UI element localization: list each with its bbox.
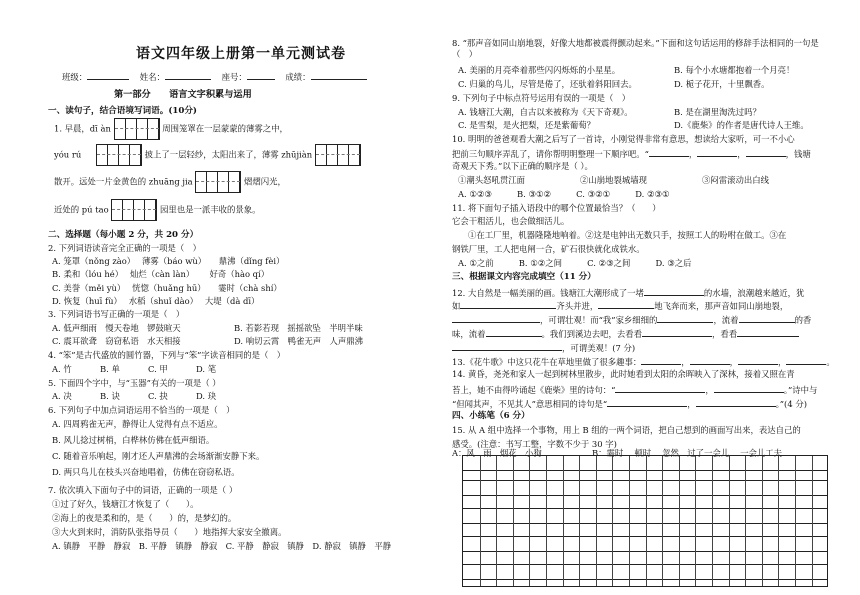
q11-insert-sentence: 它会干粗活儿，也会做细活儿。 [452, 216, 570, 226]
grid-column-line [546, 456, 547, 586]
q12-blank-3[interactable] [598, 299, 654, 309]
grid-column-line [579, 456, 580, 586]
q7-options[interactable]: A. 镇静 平静 静寂 B. 平静 镇静 静寂 C. 平静 静寂 镇静 D. 静寂 镇静 平静 [52, 541, 392, 551]
grid-column-line [795, 456, 796, 586]
score-label: 成绩： [285, 72, 311, 82]
q10-phrase-3: ③闷雷滚动出白线 [702, 175, 769, 185]
q1-text-1: 周围笼罩在一层蒙蒙的薄雾之中， [162, 123, 288, 134]
q12-line-4: 味，流着 。我们到溪边去吧，去看看 ，看看 [452, 327, 799, 340]
q3-option-a[interactable]: A. 低声细雨 慢天卷地 锣鼓暄天 [52, 323, 181, 333]
grid-column-line [480, 456, 481, 586]
q1-text-3: 散开。远处一片金黄色的 zhuāng jia [54, 176, 193, 187]
q6-option-a[interactable]: A. 四周鸦雀无声，静得让人觉得有点不适应。 [52, 419, 223, 429]
q6-option-b[interactable]: B. 风儿捻过树梢，白桦林仿佛在低声细语。 [52, 435, 215, 445]
q12-blank-7[interactable] [486, 327, 542, 337]
q13-blank-4[interactable] [786, 355, 826, 365]
score-blank[interactable] [311, 70, 367, 80]
q6-option-d[interactable]: D. 两只鸟儿在枝头兴奋地唱着，仿佛在窃窃私语。 [52, 467, 240, 477]
q8-option-a[interactable]: A. 美丽的月亮牵着那些闪闪烁烁的小星星。 [458, 65, 621, 75]
q7-item-3: ③大火到来时，消防队张指导员（ ）地指挥大家安全撤离。 [52, 527, 287, 537]
q9-option-d[interactable]: D.《鹿柴》的作者是唐代诗人王维。 [674, 120, 809, 130]
grid-column-line [513, 456, 514, 586]
grid-column-line [778, 456, 779, 586]
q8-option-c[interactable]: C. 归巢的鸟儿，尽管是倦了，还驮着斜阳回去。 [458, 79, 637, 89]
q5-option-a[interactable]: A. 决 [52, 391, 72, 401]
q11-stem: 11. 将下面句子插入语段中的哪个位置最恰当？（ ） [452, 203, 661, 213]
grid-column-line [646, 456, 647, 586]
student-info-row [62, 70, 375, 83]
q12-line-1: 12. 大自然是一幅美丽的画。钱塘江大潮形成了一堵 的水墙，浪潮越来越近，犹 [452, 288, 805, 298]
char-grid-5[interactable] [111, 199, 157, 221]
q10-phrase-1: ①潮头怒吼贯江面 [458, 175, 525, 185]
q8-stem: 8. “那声音如同山崩地裂，好像大地都被震得颤动起来。”下面和这句话运用的修辞手法相同的一句是（ ） [452, 38, 819, 59]
q15-line-2: 感受。(注意：书写工整，字数不少于 30 字) [452, 439, 617, 449]
section-2-heading: 二、选择题（每小题 2 分，共 20 分） [48, 230, 199, 240]
q2-option-b[interactable]: B. 柔和（lóu hé） 灿烂（càn làn） 好奇（hào qí） [52, 269, 270, 279]
q3-option-b[interactable]: B. 若影若现 摇摇欲坠 半明半味 [234, 323, 363, 333]
char-grid-1[interactable] [114, 118, 160, 140]
q12-line-3: ，可谓壮观！而“我”家乡细细的 ，流着 的香 [452, 313, 811, 326]
class-label: 班级： [62, 72, 88, 82]
q10-line-2: 把前三句顺序弄乱了，请你帮明明整理一下顺序吧。“ ， ， ，钱塘 [452, 149, 811, 159]
section-4-heading: 四、小练笔（6 分） [452, 411, 530, 421]
q8-option-d[interactable]: D. 栀子花开，十里飘香。 [674, 79, 770, 89]
q14-blank-3[interactable] [607, 397, 687, 407]
q11-para-2: 钢铁厂里，工人把电闸一合，矿石很快就化成铁水。 [452, 244, 645, 254]
q10-line-1: 10. 明明的爸爸观看大潮之后写了一首诗，小刚觉得非常有意思，想读给大家听，可一不小心 [452, 134, 795, 144]
q4-stem: 4. “笨”是古代盛放的圆竹器，下列与“笨”字读音相同的是（ ） [48, 350, 286, 360]
q11-para-1: ①在工厂里，机器隆隆地响着。②这是电钟出无数只手，按照工人的吩咐在做工。③在 [468, 230, 787, 240]
q10-blank-2[interactable] [697, 147, 737, 157]
class-blank[interactable] [87, 70, 129, 80]
q12-line-2: 如 齐头并进， 地飞奔而来，那声音如同山崩地裂， [452, 301, 789, 311]
section-3-heading: 三、根据课文内容完成填空（11 分） [452, 272, 596, 282]
q15-group-b: B：霎时 顿时 忽然 过了一会儿 一会儿工夫 [592, 448, 783, 458]
q12-blank-4[interactable] [452, 313, 540, 323]
q4-option-d[interactable]: D. 笔 [196, 364, 217, 374]
q13-line: 13.《花牛歌》中这只花牛在草地里做了很多趣事： ， ， ， 。 [452, 357, 835, 367]
grid-column-line [695, 456, 696, 586]
q1-row-3 [54, 171, 286, 193]
grid-column-line [679, 456, 680, 586]
q14-line-2: 苔上，她不由得吟诵起《鹿柴》里的诗句：“ ， 。”诗中与 [452, 385, 818, 395]
q1-text-2: 披上了一层轻纱，太阳出来了，薄雾 zhūjiàn [144, 149, 313, 160]
q7-stem: 7. 依次填入下面句子中的词语，正确的一项是（ ） [48, 485, 238, 495]
char-grid-2[interactable] [96, 144, 142, 166]
q12-line-5: ，可谓美观！(7 分) [452, 341, 635, 354]
grid-column-line [712, 456, 713, 586]
char-grid-3[interactable] [315, 144, 361, 166]
q9-option-a[interactable]: A. 钱塘江大潮，自古以来被称为《天下奇观》。 [458, 107, 633, 117]
grid-column-line [563, 456, 564, 586]
grid-column-line [762, 456, 763, 586]
grid-column-line [729, 456, 730, 586]
q9-option-b[interactable]: B. 是在湖里淘洗过吗？ [674, 107, 761, 117]
q14-line-3: “但闻其声，不见其人”意思相同的诗句是“ ， 。”(4 分) [452, 399, 807, 409]
q5-stem: 5. 下面四个字中，与“玉器”有关的一项是（ ） [48, 378, 221, 388]
char-grid-4[interactable] [195, 171, 241, 193]
q3-stem: 3. 下列词语书写正确的一项是（ ） [48, 309, 185, 319]
q10-blank-3[interactable] [746, 147, 786, 157]
grid-column-line [529, 456, 530, 586]
q6-stem: 6. 下列句子中加点词语运用不恰当的一项是（ ） [48, 405, 235, 415]
q1-text-5: 园里也是一派丰收的景象。 [159, 204, 261, 215]
q11-options[interactable]: A. ①之前 B. ①②之间 C. ②③之间 D. ③之后 [458, 258, 692, 268]
q12-blank-6[interactable] [739, 313, 795, 323]
q14-blank-1[interactable] [615, 383, 705, 393]
grid-column-line [496, 456, 497, 586]
q12-blank-9[interactable] [737, 327, 799, 337]
grid-column-line [629, 456, 630, 586]
section-1-heading: 一、读句子，结合语境写词语。(10分) [48, 106, 197, 116]
seat-label: 座号： [221, 72, 247, 82]
grid-column-line [745, 456, 746, 586]
q1-row-4 [54, 199, 260, 221]
q9-option-c[interactable]: C. 是雪梨，是火把梨，还是紫葡萄？ [458, 120, 596, 130]
pinyin-you-ru: yóu rú [54, 149, 82, 160]
q9-stem: 9. 下列句子中标点符号运用有误的一项是（ ） [452, 93, 631, 103]
q5-option-d[interactable]: D. 玦 [196, 391, 217, 401]
q13-blank-2[interactable] [690, 355, 730, 365]
q14-line-1: 14. 黄昏，尧尧和家人一起到树林里散步，此时她看到太阳的余晖映入了深林，接着又照在青 [452, 369, 795, 379]
page-title: 语文四年级上册第一单元测试卷 [136, 46, 346, 62]
grid-column-line [812, 456, 813, 586]
q4-option-a[interactable]: A. 竹 [52, 364, 72, 374]
q12-blank-8[interactable] [642, 327, 712, 337]
q12-blank-1[interactable] [644, 286, 704, 296]
grid-column-line [596, 456, 597, 586]
q7-item-2: ②海上的夜是柔和的，是（ ）的，是梦幻的。 [52, 513, 237, 523]
q2-option-d[interactable]: D. 恢复（huī fù） 水稻（shuǐ dào） 大堤（dà dī） [52, 296, 260, 306]
q6-option-c[interactable]: C. 随着音乐响起，刚才还人声鼎沸的会场渐渐安静下来。 [52, 451, 265, 461]
q1-text-4: 熠熠闪光， [244, 176, 286, 187]
q2-option-c[interactable]: C. 美誉（měi yù） 恍惚（huǎng hū） 霎时（chà shí） [52, 283, 282, 293]
q2-stem: 2. 下列词语读音完全正确的一项是（ ） [48, 243, 202, 253]
q1-row-2 [54, 144, 361, 166]
name-label: 姓名： [139, 72, 165, 82]
q10-line-3: 奇观天下秀。”以下正确的顺序是（ ）。 [452, 161, 593, 171]
q14-blank-2[interactable] [714, 383, 784, 393]
q1-row-1 [54, 118, 288, 140]
q12-blank-10[interactable] [452, 341, 562, 351]
q10-options[interactable]: A. ①②③ B. ③①② C. ③②① D. ②③① [458, 189, 670, 199]
name-blank[interactable] [165, 70, 211, 80]
part-one-heading: 第一部分 语言文字积累与运用 [114, 89, 252, 100]
q5-option-b[interactable]: B. 诀 [100, 391, 120, 401]
q13-blank-3[interactable] [738, 355, 778, 365]
q2-option-a[interactable]: A. 笼罩（nǒng zào） 薄雾（báo wù） 鼎沸（dǐng fèi） [52, 256, 285, 266]
q7-item-1: ①过了好久，钱塘江才恢复了（ ）。 [52, 499, 199, 509]
q12-blank-5[interactable] [657, 313, 713, 323]
q4-option-c[interactable]: C. 甲 [148, 364, 168, 374]
pinyin-di-an: 1. 早晨，dī àn [54, 123, 111, 134]
q14-blank-4[interactable] [696, 397, 776, 407]
grid-column-line [612, 456, 613, 586]
q3-option-d[interactable]: D. 响切云霄 鸭雀无声 人声鼎沸 [234, 336, 363, 346]
q10-blank-1[interactable] [649, 147, 689, 157]
q15-line-1: 15. 从 A 组中选择一个事物，用上 B 组的一两个词语，把自己想到的画面写出来，表达自己的 [452, 425, 801, 435]
writing-grid[interactable] [462, 455, 828, 587]
q4-option-b[interactable]: B. 单 [100, 364, 120, 374]
q5-option-c[interactable]: C. 抉 [148, 391, 168, 401]
q10-phrase-2: ②山崩地裂城墙现 [580, 175, 647, 185]
pinyin-pu-tao: 近处的 pú tao [54, 204, 109, 215]
seat-blank[interactable] [247, 70, 275, 80]
q12-blank-2[interactable] [460, 299, 556, 309]
q13-blank-1[interactable] [641, 355, 681, 365]
q3-option-c[interactable]: C. 震耳欲聋 窃窃私语 水天相接 [52, 336, 181, 346]
grid-column-line [662, 456, 663, 586]
q8-option-b[interactable]: B. 每个小水塘都抱着一个月亮！ [674, 65, 795, 75]
q15-group-a: A：风 雨 烟花 小狗 [452, 448, 542, 458]
